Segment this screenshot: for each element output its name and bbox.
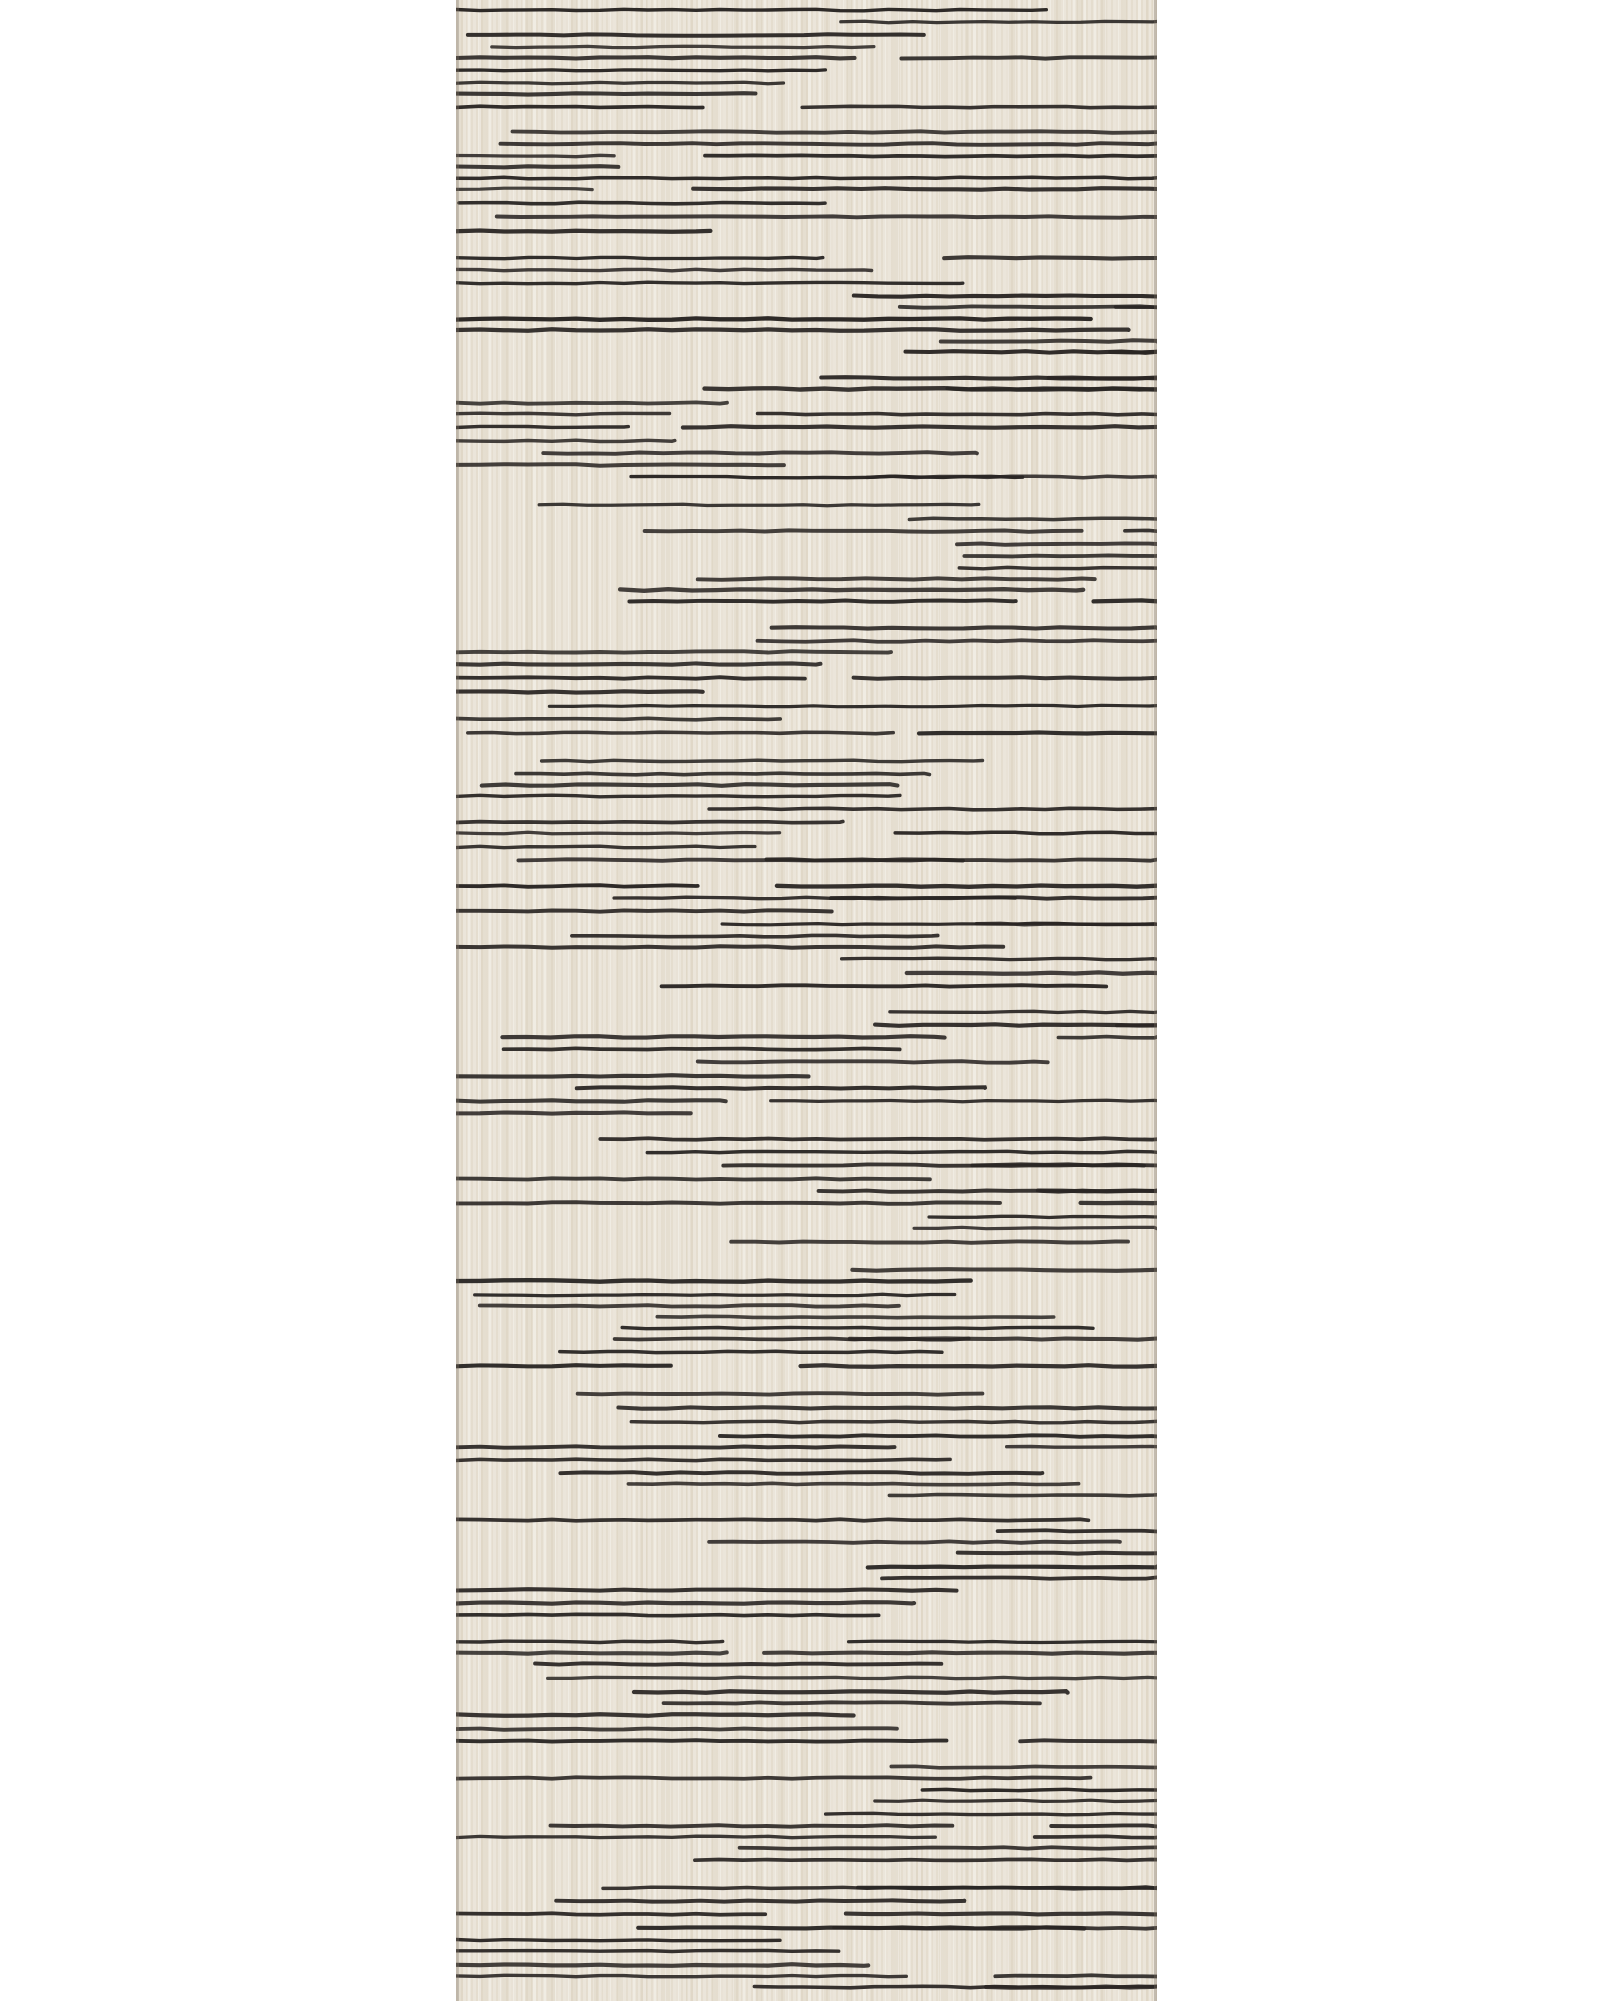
rug-stripe (909, 518, 1157, 519)
rug-stripe (1051, 1825, 1157, 1826)
rug-stripe (457, 257, 823, 258)
rug-stripe (849, 1641, 1157, 1642)
rug-stripe (482, 784, 898, 786)
rug-stripe (456, 188, 592, 189)
rug-stripe (875, 1024, 1157, 1026)
rug-stripe (826, 1813, 1157, 1815)
rug-stripe (456, 946, 1003, 948)
rug-stripe (456, 177, 1157, 179)
rug-stripe (577, 1087, 985, 1089)
rug-stripe (986, 1987, 1157, 1988)
rug-stripe (456, 1100, 726, 1101)
rug-stripe (1125, 530, 1157, 531)
rug-stripe (891, 1766, 1157, 1768)
rug-stripe (720, 1435, 1157, 1437)
rug-stripe (548, 1677, 1157, 1678)
rug-edge-right (1154, 0, 1157, 2001)
rug-stripe (459, 202, 825, 204)
rug-stripe (852, 1269, 1157, 1271)
rug-stripe (895, 832, 1157, 834)
rug-stripe (890, 1011, 1157, 1012)
rug-stripe (504, 1048, 900, 1049)
rug-stripe (475, 1294, 955, 1295)
rug-stripe (456, 1641, 723, 1643)
rug-stripe (801, 1365, 1158, 1367)
rug-stripe (731, 1241, 1128, 1242)
rug-stripe (647, 1151, 1157, 1152)
rug-stripe (629, 600, 1015, 602)
rug-stripe (698, 1061, 1048, 1063)
rug-stripe (634, 1691, 1068, 1693)
rug-edge-left (456, 0, 459, 2001)
rug-stripe (456, 1178, 930, 1179)
rug-stripe (456, 822, 843, 823)
rug-stripe (683, 426, 1157, 428)
rug-stripe (802, 106, 1157, 107)
rug-stripe (740, 1847, 1157, 1849)
rug-stripe (645, 530, 1082, 531)
rug-stripe (976, 923, 1157, 924)
rug-stripe (456, 1714, 854, 1716)
rug-stripe (831, 897, 1157, 898)
rug-stripe (834, 1927, 1157, 1929)
rug-stripe (1058, 1037, 1157, 1038)
rug-stripe (907, 972, 1157, 973)
rug-stripe (456, 885, 698, 887)
rug-stripe (628, 1483, 1078, 1484)
rug-stripe (456, 1951, 839, 1952)
rug-stripe (456, 440, 675, 441)
rug-stripe (456, 269, 872, 271)
rug-stripe (560, 1351, 942, 1352)
rug-stripe (456, 1740, 947, 1741)
rug-stripe (456, 1602, 914, 1604)
rug-stripe (535, 1663, 941, 1664)
rug-stripe (456, 70, 825, 71)
rug-stripe (758, 414, 1157, 415)
rug-stripe (919, 732, 1157, 733)
rug-stripe (572, 935, 938, 936)
rug-stripe (882, 1577, 1157, 1578)
rug-stripe (456, 1459, 950, 1460)
rug-stripe (456, 795, 900, 797)
rug-stripe (456, 413, 670, 415)
rug-stripe (556, 1900, 964, 1901)
rug-stripe (693, 188, 1157, 190)
rug-stripe (922, 1789, 1157, 1790)
rug-stripe (868, 1567, 1157, 1568)
rug-stripe (456, 464, 784, 466)
rug-stripe (560, 1472, 1042, 1474)
rug-stripe (600, 1138, 1157, 1140)
rug-stripe (456, 1202, 1000, 1204)
rug-stripe (456, 82, 784, 84)
rug-stripe (456, 1365, 671, 1366)
rug-stripe (456, 1777, 1091, 1779)
rug-stripe (620, 589, 1083, 591)
rug-stripe (842, 958, 1157, 960)
rug-stripe (1038, 1191, 1157, 1192)
rug-stripe (456, 318, 1091, 320)
rug-stripe (456, 832, 780, 834)
rug-stripe (456, 651, 891, 652)
rug-stripe (456, 426, 628, 427)
rug-stripe (456, 1075, 809, 1076)
rug-stripe (854, 296, 1157, 297)
rug-stripe (964, 555, 1157, 556)
rug-stripe (513, 131, 1158, 133)
rug-stripe (995, 1975, 1157, 1976)
rug-stripe (456, 1446, 895, 1447)
rug-stripe (944, 257, 1157, 258)
rug-stripe (501, 143, 1158, 145)
rug-stripe (456, 663, 820, 664)
rug-stripe (631, 1421, 1157, 1423)
rug-stripe (662, 985, 1107, 986)
rug-stripe (1049, 377, 1158, 378)
rug-stripe (456, 166, 618, 167)
rug-stripe (846, 1913, 1157, 1914)
rug-stripe (516, 773, 929, 775)
rug-stripe (957, 543, 1157, 544)
rug-stripe (772, 627, 1157, 628)
rug-stripe (456, 93, 755, 94)
rug-stripe (657, 1316, 1053, 1317)
rug-stripe (875, 1800, 1157, 1801)
rug-stripe (456, 1112, 691, 1113)
rug-stripe (1094, 600, 1157, 601)
rug-stripe (850, 1338, 1157, 1339)
rug-stripe (1110, 352, 1157, 353)
rug-stripe (841, 21, 1157, 22)
rug-stripe (551, 1825, 953, 1827)
rug-stripe (705, 155, 1157, 156)
rug-stripe (456, 155, 614, 156)
rug-stripe (456, 846, 755, 848)
rug-stripe (497, 216, 1157, 217)
rug-stripe (542, 760, 983, 762)
rug-stripe (901, 57, 1157, 58)
rug-stripe (456, 57, 855, 58)
rug-stripe (947, 388, 1157, 389)
rug-stripe (456, 1728, 897, 1730)
rug-stripe (766, 859, 1157, 861)
rug-stripe (858, 1887, 1157, 1889)
rug-stripe (959, 567, 1157, 568)
rug-stripe (456, 1614, 879, 1615)
rug-stripe (698, 578, 1095, 580)
rug-stripe (456, 1975, 906, 1976)
rug-stripe (758, 640, 1158, 642)
rug-stripe (456, 1280, 971, 1282)
rug-stripe (456, 329, 1129, 331)
rug-stripe (709, 808, 1157, 810)
rug-stripe (456, 691, 703, 692)
rug-stripe (456, 1836, 935, 1838)
rug-stripe (456, 1940, 780, 1941)
rug-stripe (764, 1652, 1157, 1653)
rug-stripe (456, 677, 805, 679)
rug-stripe (664, 1702, 1040, 1703)
rug-stripe (1020, 1740, 1157, 1741)
rug-stripe (456, 402, 727, 403)
rug-stripe (1035, 1836, 1157, 1837)
rug-stripe (958, 1553, 1157, 1554)
rug-stripe (914, 1227, 1157, 1228)
rug-stripe (492, 46, 874, 47)
rug-stripe (456, 1652, 727, 1653)
rug-stripe (539, 504, 979, 506)
rug-stripe (456, 1964, 868, 1966)
rug-stripe (456, 231, 710, 232)
rug-stripe (695, 1859, 1157, 1860)
rug-stripe (929, 1216, 1157, 1217)
runner-rug (456, 0, 1157, 2001)
rug-stripe (1117, 1025, 1157, 1026)
rug-stripe (709, 1541, 1120, 1542)
rug-stripe (543, 452, 977, 454)
rug-stripe (854, 677, 1157, 679)
rug-stripe (777, 886, 1157, 887)
rug-stripe (456, 282, 963, 284)
rug-stripe (771, 1100, 1157, 1101)
rug-stripe (889, 1495, 1157, 1496)
rug-stripe (456, 718, 780, 720)
rug-stripe (941, 340, 1157, 342)
rug-stripe (468, 34, 924, 36)
rug-stripe (972, 1164, 1157, 1165)
rug-stripe (502, 1036, 944, 1037)
rug-stripe (456, 1589, 957, 1591)
rug-stripe (622, 1327, 1093, 1328)
rug-stripe (578, 1393, 983, 1395)
rug-stripe (456, 106, 703, 107)
rug-stripe (456, 1913, 765, 1915)
rug-stripe (549, 705, 1157, 706)
rug-stripe (867, 476, 1157, 478)
rug-stripe (456, 1519, 1088, 1521)
rug-stripe (618, 1407, 1157, 1408)
rug-stripe (456, 910, 832, 911)
rug-stripe (456, 9, 1046, 11)
rug-stripe (480, 1305, 899, 1306)
rug-stripe (1007, 1446, 1157, 1447)
rug-stripe (998, 1530, 1157, 1531)
stripe-pattern (456, 0, 1157, 2001)
rug-stripe (468, 732, 893, 734)
